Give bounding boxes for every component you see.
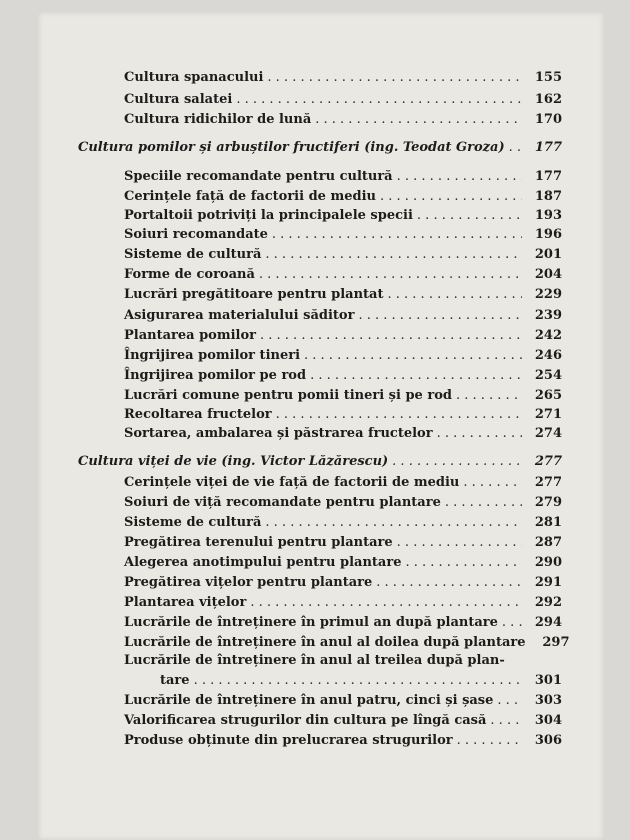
toc-page-number: 193 xyxy=(534,208,562,223)
toc-entry xyxy=(124,368,562,384)
dot-leader xyxy=(315,112,522,128)
toc-page-number: 277 xyxy=(534,454,562,469)
toc-entry-title: Produse obținute din prelucrarea strugurilor xyxy=(124,733,453,748)
toc-entry-title: Îngrijirea pomilor pe rod xyxy=(124,368,307,383)
dot-leader xyxy=(502,615,522,631)
dot-leader xyxy=(260,328,522,344)
dot-leader xyxy=(267,70,522,86)
toc-entry-title: Cerințele viței de vie față de factorii de mediu xyxy=(124,475,460,490)
toc-entry-title: Pregătirea vițelor pentru plantare xyxy=(124,575,373,590)
dot-leader xyxy=(405,555,522,571)
toc-page-number: 177 xyxy=(534,140,562,155)
toc-entry xyxy=(124,189,562,205)
toc-page-number: 281 xyxy=(534,515,562,530)
toc-page-number: 291 xyxy=(534,575,562,590)
toc-page-number: 204 xyxy=(534,267,562,282)
toc-entry xyxy=(124,575,562,591)
toc-entry xyxy=(124,112,562,128)
toc-page-number: 239 xyxy=(534,308,562,323)
dot-leader xyxy=(194,673,522,689)
toc-page-number: 254 xyxy=(534,368,562,383)
toc-entry xyxy=(124,555,562,571)
toc-page-number: 242 xyxy=(534,328,562,343)
toc-entry-title: Soiuri recomandate xyxy=(124,227,268,242)
toc-entry xyxy=(124,733,562,749)
toc-entry-title: Lucrări comune pentru pomii tineri și pe rod xyxy=(124,388,452,403)
toc-entry-title: Lucrările de întreținere în anul patru, cinci și șase xyxy=(124,693,494,708)
toc-page-number: 301 xyxy=(534,673,562,688)
toc-entry-title: Sisteme de cultură xyxy=(124,247,262,262)
toc-entry xyxy=(124,247,562,263)
toc-entry-title: Plantarea vițelor xyxy=(124,595,247,610)
toc-entry-title: Cultura viței de vie (ing. Victor Lăzărescu) xyxy=(78,454,389,469)
toc-entry-title: Alegerea anotimpului pentru plantare xyxy=(124,555,402,570)
dot-leader xyxy=(265,515,522,531)
toc-page-number: 306 xyxy=(534,733,562,748)
toc-page-number: 303 xyxy=(534,693,562,708)
toc-entry-title: Asigurarea materialului săditor xyxy=(124,308,355,323)
toc-page-number: 279 xyxy=(534,495,562,510)
toc-entry xyxy=(124,348,562,364)
toc-page-number: 274 xyxy=(534,426,562,441)
toc-entry xyxy=(124,595,562,611)
table-of-contents xyxy=(38,12,604,840)
dot-leader xyxy=(388,287,523,303)
toc-entry-title: Sortarea, ambalarea și păstrarea fructelor xyxy=(124,426,433,441)
toc-entry-title: Plantarea pomilor xyxy=(124,328,256,343)
toc-page-number: 170 xyxy=(534,112,562,127)
dot-leader xyxy=(380,189,522,205)
toc-entry-title: Lucrările de întreținere în anul al treilea după plan- xyxy=(124,653,505,668)
toc-entry-title: Cultura salatei xyxy=(124,92,233,107)
toc-entry xyxy=(124,673,562,689)
dot-leader xyxy=(310,368,522,384)
toc-entry xyxy=(124,328,562,344)
toc-page-number: 277 xyxy=(534,475,562,490)
toc-entry-title: Cultura ridichilor de lună xyxy=(124,112,312,127)
dot-leader xyxy=(376,575,522,591)
dot-leader xyxy=(463,475,522,491)
dot-leader xyxy=(250,595,522,611)
dot-leader xyxy=(276,407,522,423)
toc-entry-title: Sisteme de cultură xyxy=(124,515,262,530)
toc-page-number: 287 xyxy=(534,535,562,550)
toc-section-entry xyxy=(78,454,562,470)
toc-page-number: 292 xyxy=(534,595,562,610)
toc-entry-title: Îngrijirea pomilor tineri xyxy=(124,348,301,363)
toc-entry-title: Valorificarea strugurilor din cultura pe lîngă casă xyxy=(124,713,487,728)
dot-leader xyxy=(509,140,522,156)
toc-page-number: 297 xyxy=(542,635,570,650)
toc-entry-title: Cultura pomilor și arbuștilor fructiferi (ing. Teodat Groza) xyxy=(78,140,505,155)
dot-leader xyxy=(397,169,522,185)
toc-entry-title: Recoltarea fructelor xyxy=(124,407,272,422)
toc-page-number: 155 xyxy=(534,70,562,85)
dot-leader xyxy=(417,208,522,224)
toc-page-number: 246 xyxy=(534,348,562,363)
toc-entry xyxy=(124,426,562,442)
dot-leader xyxy=(490,713,522,729)
dot-leader xyxy=(437,426,522,442)
dot-leader xyxy=(397,535,522,551)
toc-page-number: 294 xyxy=(534,615,562,630)
toc-entry xyxy=(124,169,562,185)
dot-leader xyxy=(265,247,522,263)
toc-page-number: 201 xyxy=(534,247,562,262)
toc-entry xyxy=(124,635,570,651)
toc-page-number: 265 xyxy=(534,388,562,403)
dot-leader xyxy=(445,495,522,511)
dot-leader xyxy=(272,227,522,243)
toc-entry xyxy=(124,388,562,404)
toc-entry xyxy=(124,713,562,729)
toc-entry-title: Speciile recomandate pentru cultură xyxy=(124,169,393,184)
dot-leader xyxy=(259,267,522,283)
toc-entry xyxy=(124,535,562,551)
toc-entry-title: Forme de coroană xyxy=(124,267,255,282)
toc-page-number: 162 xyxy=(534,92,562,107)
toc-entry-title: Lucrările de întreținere în primul an după plantare xyxy=(124,615,498,630)
toc-page-number: 196 xyxy=(534,227,562,242)
toc-entry xyxy=(124,653,562,669)
dot-leader xyxy=(304,348,522,364)
toc-entry-title: Lucrări pregătitoare pentru plantat xyxy=(124,287,384,302)
book-page xyxy=(38,12,604,840)
toc-entry-title: Pregătirea terenului pentru plantare xyxy=(124,535,393,550)
toc-page-number: 177 xyxy=(534,169,562,184)
toc-section-entry xyxy=(78,140,562,156)
dot-leader xyxy=(457,733,522,749)
toc-entry xyxy=(124,267,562,283)
toc-entry-title: Cerințele față de factorii de mediu xyxy=(124,189,376,204)
toc-entry-title: tare xyxy=(160,673,190,688)
dot-leader xyxy=(456,388,522,404)
toc-entry xyxy=(124,287,562,303)
toc-page-number: 187 xyxy=(534,189,562,204)
toc-entry xyxy=(124,227,562,243)
dot-leader xyxy=(497,693,522,709)
toc-entry-title: Soiuri de viță recomandate pentru plantare xyxy=(124,495,441,510)
toc-page-number: 271 xyxy=(534,407,562,422)
toc-entry-title: Portaltoii potriviți la principalele specii xyxy=(124,208,413,223)
toc-entry xyxy=(124,515,562,531)
toc-entry xyxy=(124,615,562,631)
toc-entry xyxy=(124,693,562,709)
toc-entry-title: Cultura spanacului xyxy=(124,70,264,85)
dot-leader xyxy=(358,308,522,324)
toc-entry xyxy=(124,475,562,491)
toc-entry-title: Lucrările de întreținere în anul al doilea după plantare xyxy=(124,635,526,650)
toc-page-number: 304 xyxy=(534,713,562,728)
toc-entry xyxy=(124,92,562,108)
toc-entry xyxy=(124,407,562,423)
toc-entry xyxy=(124,208,562,224)
dot-leader xyxy=(236,92,522,108)
toc-page-number: 290 xyxy=(534,555,562,570)
toc-page-number: 229 xyxy=(534,287,562,302)
dot-leader xyxy=(392,454,522,470)
toc-entry xyxy=(124,70,562,86)
toc-entry xyxy=(124,495,562,511)
toc-entry xyxy=(124,308,562,324)
